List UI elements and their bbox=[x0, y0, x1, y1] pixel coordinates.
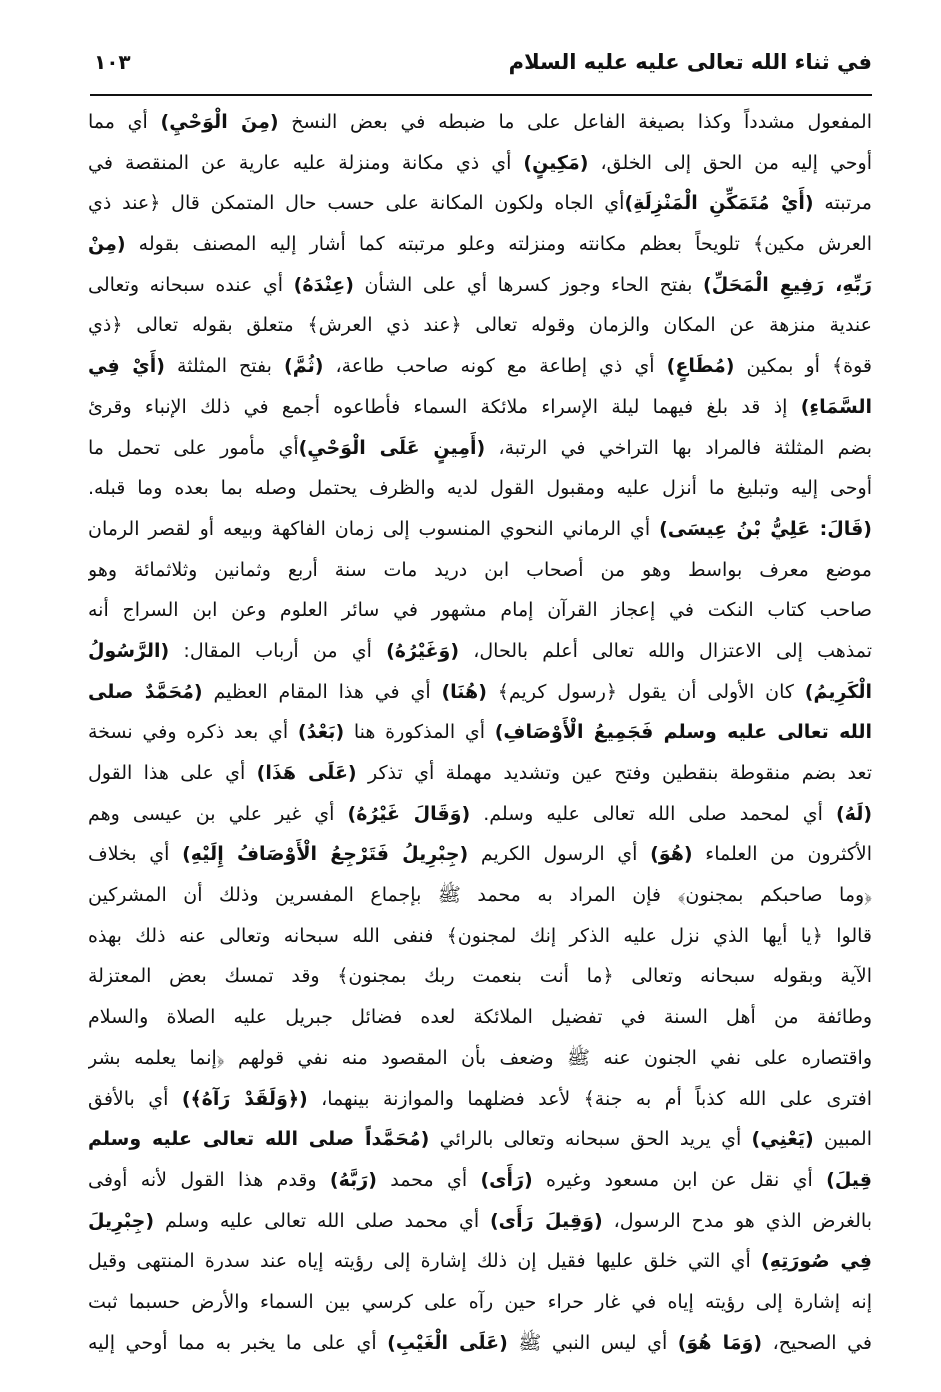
bold-term: (مِنَ الْوَحْيِ) bbox=[160, 111, 279, 133]
text-segment: أي مما bbox=[88, 111, 161, 133]
text-segment: أي محمد صلى الله تعالى عليه وسلم bbox=[154, 1209, 490, 1232]
text-line bbox=[88, 1119, 872, 1160]
text-line bbox=[88, 509, 872, 550]
text-segment: صاحب كتاب النكت في إعجاز القرآن إمام مشهور في سائر العلوم وعن ابن السراج أنه bbox=[88, 599, 872, 622]
bold-term: الله تعالى عليه وسلم فَجَمِيعُ الْأَوْصَافِ) bbox=[494, 721, 872, 744]
bold-term: (جِبْرِيلَ bbox=[88, 1209, 155, 1232]
bold-term: (مَكِينٍ) bbox=[523, 151, 589, 174]
text-segment: وقدم هذا القول لأنه أوفى bbox=[88, 1168, 330, 1191]
header-rule bbox=[90, 94, 872, 96]
text-line bbox=[88, 102, 872, 143]
text-line bbox=[88, 468, 872, 509]
text-segment: الأكثرون من العلماء bbox=[692, 843, 872, 866]
bold-term: (أَيْ فِي bbox=[88, 355, 165, 378]
bold-term: (عِنْدَهُ) bbox=[293, 273, 354, 296]
bold-term: (بَعْدُ) bbox=[297, 721, 345, 744]
text-segment: أي ذي مكانة ومنزلة عليه عارية عن المنقصة في bbox=[88, 151, 524, 174]
running-title: في ثناء الله تعالى عليه عليه السلام bbox=[508, 50, 872, 74]
text-line bbox=[88, 428, 872, 469]
text-segment: افترى على الله كذباً أم به جنة﴾ لأعد فضلهما والموازنة بينهما، bbox=[307, 1087, 872, 1110]
bold-term: فِي صُورَتِهِ) bbox=[761, 1250, 872, 1273]
text-line bbox=[88, 997, 872, 1038]
bold-term: (الرَّسُولُ bbox=[88, 639, 170, 662]
text-segment: بفتح الحاء وجوز كسرها أي على الشأن bbox=[353, 273, 704, 296]
text-segment: أي نقل عن ابن مسعود وغيره bbox=[532, 1168, 827, 1191]
text-segment: أي مأمور على تحمل ما bbox=[88, 436, 299, 459]
text-segment: تمذهب إلى الاعتزال والله تعالى أعلم بالحال، bbox=[459, 639, 872, 662]
text-segment: المفعول مشدداً وكذا بصيغة الفاعل على ما ضبطه في بعض النسخ bbox=[278, 111, 872, 133]
text-segment: أي التي خلق عليها فقيل إن ذلك إشارة إلى رؤيته إياه عند سدرة المنتهى وقيل bbox=[88, 1250, 762, 1273]
bold-term: (وَغَيْرُهُ) bbox=[386, 639, 460, 662]
text-segment: أي في هذا المقام العظيم bbox=[202, 680, 442, 703]
bold-term: السَّمَاءِ) bbox=[800, 395, 872, 418]
text-line bbox=[88, 305, 872, 346]
text-segment: أي بالأفق bbox=[88, 1087, 182, 1110]
text-line bbox=[88, 916, 872, 957]
text-segment: في الصحيح، bbox=[762, 1331, 872, 1354]
text-segment: إنه إشارة إلى رؤيته إياه في غار حراء حين رآه على كرسي بين السماء والأرض حسبما ثبت bbox=[88, 1290, 872, 1313]
text-line bbox=[88, 1241, 872, 1282]
bold-term: (أَمِينٍ عَلَى الْوَحْيِ) bbox=[298, 436, 486, 459]
bold-term: (مِنْ bbox=[88, 233, 126, 256]
text-segment: أوحى إليه وتبليغ ما أنزل عليه ومقبول القول لديه والظرف يحتمل وصله بما بعده وما قبله. bbox=[88, 477, 872, 500]
bold-term: (جِبْرِيلُ فَتَرْجِعُ الْأَوْصَافُ إِلَيْهِ) bbox=[182, 843, 469, 866]
bold-term: (وَقَالَ غَيْرُهُ) bbox=[347, 802, 471, 825]
text-segment: أي الرماني النحوي المنسوب إلى زمان الفاكهة وبيعه أو لقصر الرمان bbox=[88, 517, 660, 540]
text-segment: بالغرض الذي هو مدح الرسول، bbox=[602, 1209, 872, 1232]
bold-term: (عَلَى هَذَا) bbox=[256, 762, 357, 784]
text-line bbox=[88, 224, 872, 265]
text-line bbox=[88, 875, 872, 916]
text-segment: الآية وبقوله سبحانه وتعالى ﴿ما أنت بنعمت ربك بمجنون﴾ وقد تمسك بعض المعتزلة bbox=[88, 965, 872, 988]
text-line bbox=[88, 672, 872, 713]
text-segment: أي بخلاف bbox=[88, 843, 183, 866]
text-segment: أي ذي إطاعة مع كونه صاحب طاعة، bbox=[323, 355, 667, 378]
text-line bbox=[88, 1201, 872, 1242]
text-segment: أي بعد ذكره وفي نسخة bbox=[88, 721, 298, 744]
page-header bbox=[90, 50, 872, 86]
text-segment: وطائفة من أهل السنة في تفضيل الملائكة لعده فضائل جبريل عليه الصلاة والسلام bbox=[88, 1006, 872, 1029]
bold-term: (﴿وَلَقَدْ رَآهُ﴾) bbox=[181, 1087, 308, 1110]
text-segment: أي على ما يخبر به مما أوحي إليه bbox=[88, 1331, 388, 1354]
text-line bbox=[88, 794, 872, 835]
text-segment: أي من أرباب المقال: bbox=[169, 639, 387, 662]
bold-term: الْكَرِيمُ) bbox=[804, 680, 872, 703]
text-segment: قوة﴾ أو بمكين bbox=[734, 355, 872, 378]
text-line bbox=[88, 1323, 872, 1364]
text-line bbox=[88, 956, 872, 997]
text-segment: مرتبته bbox=[813, 192, 872, 215]
text-segment: قالوا ﴿يا أيها الذي نزل عليه الذكر إنك لمجنون﴾ فنفى الله سبحانه وتعالى عنه ذلك بهذه bbox=[88, 924, 872, 947]
bold-term: (مُطَاعٍ) bbox=[666, 355, 735, 378]
text-line bbox=[88, 753, 872, 794]
bold-term: (مُحَمَّداً صلى الله تعالى عليه وسلم bbox=[88, 1128, 430, 1151]
text-segment: بفتح المثلثة bbox=[164, 355, 285, 378]
text-line bbox=[88, 387, 872, 428]
bold-term: (وَقِيلَ رَأَى) bbox=[490, 1209, 603, 1232]
text-line bbox=[88, 590, 872, 631]
text-segment: أي ليس النبي ﷺ bbox=[507, 1331, 678, 1354]
text-segment: بضم المثلثة فالمراد بها التراخي في الرتبة، bbox=[485, 436, 872, 459]
text-segment: المبين bbox=[813, 1128, 872, 1151]
text-segment: ﴿وما صاحبكم بمجنون﴾ فإن المراد به محمد ﷺ بإجماع المفسرين وذلك أن المشركين bbox=[88, 884, 872, 907]
text-segment: أي عنده سبحانه وتعالى bbox=[88, 273, 294, 296]
bold-term: (ثُمَّ) bbox=[284, 355, 324, 378]
text-line bbox=[88, 346, 872, 387]
text-segment: أي الرسول الكريم bbox=[468, 843, 651, 866]
bold-term: (لَهُ) bbox=[835, 802, 872, 825]
text-segment: أي الجاه ولكون المكانة على حسب حال المتمكن قال ﴿عند ذي bbox=[88, 192, 625, 215]
text-line bbox=[88, 143, 872, 184]
text-line bbox=[88, 1079, 872, 1120]
bold-term: (هُنَا) bbox=[441, 680, 487, 703]
commentary-body bbox=[88, 102, 872, 1363]
text-line bbox=[88, 1160, 872, 1201]
text-segment: أوحي إليه من الحق إلى الخلق، bbox=[588, 151, 872, 174]
bold-term: (رَبَّهُ) bbox=[329, 1168, 377, 1191]
text-line bbox=[88, 550, 872, 591]
bold-term: (هُوَ) bbox=[650, 843, 693, 866]
page-number: ١٠٣ bbox=[94, 50, 131, 74]
text-segment: عندية منزهة عن المكان والزمان وقوله تعالى ﴿عند ذي العرش﴾ متعلق بقوله تعالى ﴿ذي bbox=[88, 314, 872, 337]
bold-term: قِيلَ) bbox=[826, 1168, 872, 1191]
bold-term: رَبِّهِ، رَفِيعِ الْمَحَلِّ) bbox=[703, 273, 872, 296]
bold-term: (يَعْنِي) bbox=[751, 1128, 814, 1151]
bold-term: (عَلَى الْغَيْبِ) bbox=[387, 1331, 508, 1354]
text-segment: واقتصاره على نفي الجنون عنه ﷺ وضعف بأن المقصود منه نفي قولهم ﴿إنما يعلمه بشر bbox=[88, 1046, 872, 1069]
text-line bbox=[88, 712, 872, 753]
text-segment: العرش مكين﴾ تلويحاً بعظم مكانته ومنزلته وعلو مرتبته كما أشار إليه المصنف بقوله bbox=[125, 233, 872, 256]
bold-term: (وَمَا هُوَ) bbox=[677, 1331, 763, 1354]
text-segment: تعد بضم منقوطة بنقطين وفتح عين وتشديد مهملة أي تذكر bbox=[356, 762, 872, 784]
bold-term: (مُحَمَّدٌ صلى bbox=[88, 680, 203, 703]
bold-term: (قَالَ: عَلِيُّ بْنُ عِيسَى) bbox=[659, 517, 872, 540]
bold-term: (أَيْ مُتَمَكِّنِ الْمَنْزِلَةِ) bbox=[624, 192, 814, 215]
text-segment: أي غير علي بن عيسى وهم bbox=[88, 802, 348, 825]
text-segment: أي يريد الحق سبحانه وتعالى بالرائي bbox=[429, 1128, 752, 1151]
text-segment: أي على هذا القول bbox=[88, 762, 257, 784]
text-line bbox=[88, 265, 872, 306]
bold-term: (رَأَى) bbox=[480, 1168, 533, 1191]
text-segment: أي لمحمد صلى الله تعالى عليه وسلم. bbox=[470, 802, 836, 825]
text-line bbox=[88, 183, 872, 224]
text-segment: أي المذكورة هنا bbox=[344, 721, 495, 744]
text-line bbox=[88, 1282, 872, 1323]
text-segment: إذ قد بلغ فيهما ليلة الإسراء ملائكة السماء فأطاعوه أجمع في ذلك الإنباء وقرئ bbox=[88, 395, 801, 418]
text-segment: أي محمد bbox=[376, 1168, 481, 1191]
text-line bbox=[88, 834, 872, 875]
text-segment: موضع معرف بواسط وهو من أصحاب ابن دريد مات سنة أربع وثمانين وثلاثمائة وهو bbox=[88, 558, 872, 581]
text-line bbox=[88, 1038, 872, 1079]
text-line bbox=[88, 631, 872, 672]
text-segment: كان الأولى أن يقول ﴿رسول كريم﴾ bbox=[486, 680, 805, 703]
